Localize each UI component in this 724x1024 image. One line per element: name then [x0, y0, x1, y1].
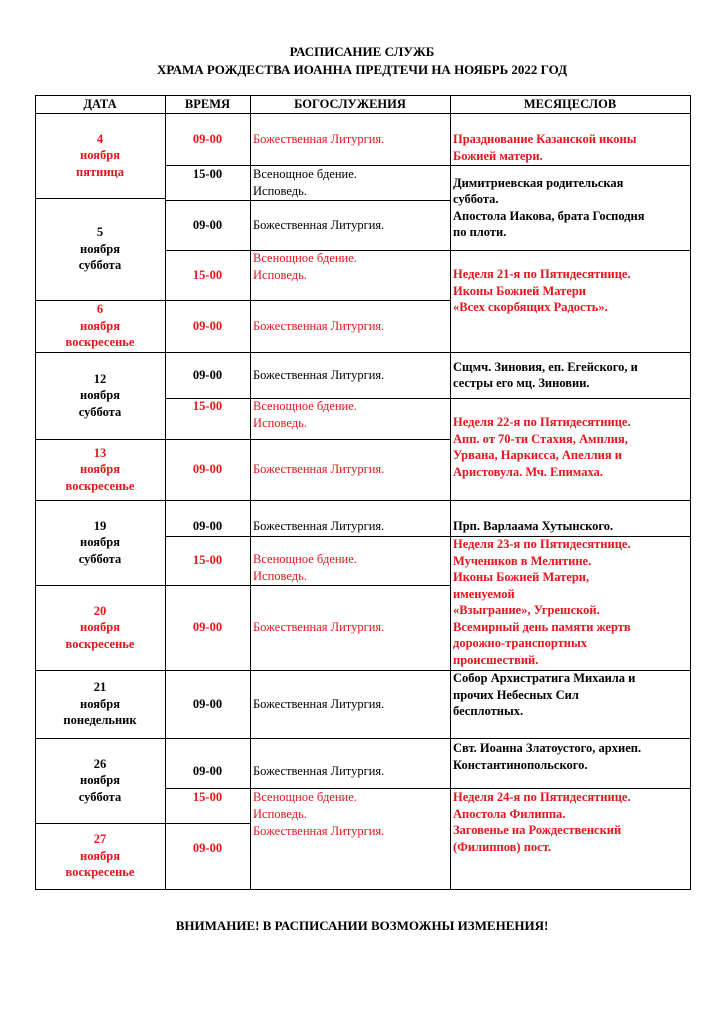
calendar-cell: [450, 352, 690, 398]
date-cell: [35, 352, 165, 439]
date-weekday: воскресенье: [65, 636, 135, 651]
calendar-cell: [450, 113, 690, 165]
service-text: Божественная Литургия.: [253, 620, 385, 635]
column-divider: [165, 95, 166, 889]
date-cell: [35, 670, 165, 738]
calendar-line: «Взыграние», Угрешской.: [453, 603, 600, 617]
column-header-service: БОГОСЛУЖЕНИЯ: [294, 96, 406, 111]
calendar-cell: [450, 536, 690, 670]
row-divider: [450, 788, 690, 789]
row-divider: [35, 670, 165, 671]
time-cell: 15-00: [192, 399, 223, 413]
service-text: Божественная Литургия.: [253, 318, 385, 333]
date-weekday: суббота: [78, 258, 122, 273]
row-divider: [165, 439, 450, 440]
calendar-line: Божией матери.: [453, 148, 543, 163]
calendar-line: Мучеников в Мелитине.: [453, 553, 592, 568]
calendar-line: прочих Небесных Сил: [453, 687, 579, 702]
service-text: Божественная Литургия.: [253, 518, 385, 533]
time-cell: 09-00: [192, 217, 223, 232]
calendar-line: Всемирный день памяти жертв: [453, 619, 631, 634]
service-text: Всенощное бдение.: [253, 552, 357, 566]
date-day: 5: [96, 225, 104, 240]
row-divider: [450, 398, 690, 399]
calendar-line: Апп. от 70-ти Стахия, Амплия,: [453, 431, 628, 446]
time-cell: 09-00: [192, 620, 223, 635]
service-cell: [250, 200, 450, 250]
calendar-cell: [450, 250, 690, 352]
service-cell: [250, 823, 450, 889]
row-divider: [450, 536, 690, 537]
calendar-line: именуемой: [453, 586, 515, 601]
calendar-line: сестры его мц. Зиновии.: [453, 376, 590, 390]
row-divider: [165, 788, 450, 789]
row-divider: [165, 300, 450, 301]
calendar-cell: [450, 398, 690, 500]
service-text: Божественная Литургия.: [253, 217, 385, 232]
date-cell: [35, 439, 165, 500]
service-cell: [250, 398, 450, 439]
row-divider: [165, 823, 250, 824]
date-month: ноября: [80, 620, 120, 635]
date-day: 13: [93, 445, 107, 460]
service-cell: [250, 738, 450, 788]
time-cell: 09-00: [192, 841, 223, 855]
date-day: 12: [93, 371, 107, 386]
service-cell: [250, 439, 450, 500]
time-cell: 09-00: [192, 518, 223, 533]
page-title: РАСПИСАНИЕ СЛУЖБ: [289, 44, 435, 59]
service-cell: [250, 670, 450, 738]
date-day: 21: [93, 680, 107, 695]
row-divider: [165, 536, 450, 537]
time-cell: 09-00: [192, 318, 223, 333]
date-month: ноября: [80, 462, 120, 477]
service-cell: [250, 500, 450, 536]
calendar-line: происшествий.: [453, 652, 539, 667]
column-header-calendar: МЕСЯЦЕСЛОВ: [523, 96, 617, 111]
table-border: [35, 95, 36, 889]
calendar-line: суббота.: [453, 192, 499, 206]
service-text: Божественная Литургия.: [253, 763, 385, 778]
date-day: 26: [93, 756, 107, 771]
date-day: 20: [93, 603, 107, 618]
calendar-line: Иконы Божией Матери,: [453, 570, 590, 584]
service-cell: [250, 250, 450, 300]
service-text: Исповедь.: [253, 267, 307, 282]
calendar-line: (Филиппов) пост.: [453, 839, 552, 854]
date-weekday: воскресенье: [65, 478, 135, 493]
time-cell: 09-00: [192, 132, 223, 146]
calendar-cell: [450, 500, 690, 536]
service-text: Исповедь.: [253, 415, 307, 430]
footer-notice: ВНИМАНИЕ! В РАСПИСАНИИ ВОЗМОЖНЫ ИЗМЕНЕНИЯ!: [175, 918, 549, 933]
calendar-line: Апостола Иакова, брата Господня: [453, 208, 645, 223]
time-cell: 15-00: [192, 267, 223, 282]
date-day: 6: [96, 302, 104, 317]
table-border: [35, 95, 691, 96]
time-cell: 15-00: [192, 553, 223, 568]
date-day: 27: [93, 832, 107, 847]
service-text: Исповедь.: [253, 183, 307, 198]
calendar-line: Константинопольского.: [453, 757, 588, 772]
service-text: Божественная Литургия.: [253, 696, 385, 711]
row-divider: [35, 738, 165, 739]
date-weekday: пятница: [76, 164, 124, 179]
calendar-line: бесплотных.: [453, 704, 524, 718]
calendar-line: Неделя 24-я по Пятидесятнице.: [453, 790, 631, 804]
date-month: ноября: [80, 148, 120, 163]
column-header-date: ДАТА: [83, 96, 117, 111]
date-cell: [35, 300, 165, 352]
date-cell: [35, 585, 165, 670]
calendar-line: Прп. Варлаама Хутынского.: [453, 518, 614, 533]
column-divider: [250, 95, 251, 889]
calendar-cell: [450, 738, 690, 788]
date-weekday: воскресенье: [65, 865, 135, 880]
calendar-line: Неделя 23-я по Пятидесятнице.: [453, 537, 631, 551]
row-divider: [35, 823, 165, 824]
date-cell: [35, 113, 165, 198]
row-divider: [35, 352, 165, 353]
calendar-cell: [450, 788, 690, 889]
date-cell: [35, 823, 165, 889]
time-cell: 09-00: [192, 462, 223, 477]
date-cell: [35, 738, 165, 823]
service-text: Исповедь.: [253, 806, 307, 821]
row-divider: [35, 585, 165, 586]
calendar-line: Иконы Божией Матери: [453, 283, 587, 298]
row-divider: [450, 352, 690, 353]
service-text: Божественная Литургия.: [253, 824, 385, 838]
row-divider: [450, 165, 690, 166]
service-text: Всенощное бдение.: [253, 790, 357, 804]
row-divider: [450, 500, 690, 501]
time-cell: 09-00: [192, 696, 223, 711]
calendar-line: Димитриевская родительская: [453, 175, 624, 190]
service-text: Божественная Литургия.: [253, 367, 385, 382]
calendar-line: Аристовула. Мч. Епимаха.: [453, 464, 603, 479]
row-divider: [165, 500, 450, 501]
calendar-line: Заговенье на Рождественский: [453, 823, 622, 837]
service-text: Всенощное бдение.: [253, 399, 357, 413]
date-weekday: понедельник: [63, 713, 137, 728]
date-month: ноября: [80, 773, 120, 788]
row-divider: [165, 398, 450, 399]
service-cell: [250, 113, 450, 165]
time-cell: 15-00: [192, 167, 223, 181]
row-divider: [165, 165, 450, 166]
row-divider: [35, 439, 165, 440]
row-divider: [165, 738, 450, 739]
table-border: [35, 889, 691, 890]
calendar-line: Неделя 22-я по Пятидесятнице.: [453, 415, 631, 429]
row-divider: [165, 250, 450, 251]
service-cell: [250, 165, 450, 200]
date-weekday: воскресенье: [65, 335, 135, 350]
calendar-line: Апостола Филиппа.: [453, 806, 566, 821]
date-weekday: суббота: [78, 551, 122, 566]
date-weekday: суббота: [78, 789, 122, 804]
row-divider: [165, 200, 450, 201]
calendar-cell: [450, 670, 690, 738]
calendar-line: Празднование Казанской иконы: [453, 132, 637, 146]
column-divider: [450, 95, 451, 889]
row-divider: [35, 113, 691, 114]
row-divider: [450, 670, 690, 671]
date-month: ноября: [80, 318, 120, 333]
date-month: ноября: [80, 241, 120, 256]
calendar-line: Урвана, Наркисса, Апеллия и: [453, 448, 622, 462]
row-divider: [35, 198, 165, 199]
calendar-line: Неделя 21-я по Пятидесятнице.: [453, 267, 631, 281]
calendar-line: Сщмч. Зиновия, еп. Егейского, и: [453, 359, 638, 374]
calendar-line: по плоти.: [453, 225, 507, 239]
page-subtitle: ХРАМА РОЖДЕСТВА ИОАННА ПРЕДТЕЧИ НА НОЯБРЬ 2022 ГОД: [156, 62, 568, 77]
date-cell: [35, 500, 165, 585]
date-month: ноября: [80, 388, 120, 403]
calendar-cell: [450, 165, 690, 250]
date-day: 19: [93, 518, 107, 533]
service-cell: [250, 300, 450, 352]
calendar-line: Собор Архистратига Михаила и: [453, 671, 636, 685]
row-divider: [165, 670, 450, 671]
row-divider: [450, 738, 690, 739]
service-cell: [250, 788, 450, 823]
service-text: Божественная Литургия.: [253, 132, 385, 146]
service-cell: [250, 352, 450, 398]
calendar-line: «Всех скорбящих Радость».: [453, 300, 608, 314]
service-cell: [250, 585, 450, 670]
service-text: Всенощное бдение.: [253, 251, 357, 265]
time-cell: 09-00: [192, 367, 223, 382]
table-border: [690, 95, 691, 890]
date-day: 4: [96, 131, 104, 146]
date-month: ноября: [80, 535, 120, 550]
time-cell: 15-00: [192, 790, 223, 804]
row-divider: [165, 352, 450, 353]
date-month: ноября: [80, 696, 120, 711]
row-divider: [35, 300, 165, 301]
date-cell: [35, 198, 165, 300]
date-weekday: суббота: [78, 404, 122, 419]
date-month: ноября: [80, 848, 120, 863]
row-divider: [450, 250, 690, 251]
row-divider: [35, 500, 165, 501]
service-text: Всенощное бдение.: [253, 167, 357, 181]
calendar-line: Свт. Иоанна Златоустого, архиеп.: [453, 741, 642, 755]
calendar-line: дорожно-транспортных: [453, 636, 587, 650]
time-cell: 09-00: [192, 763, 223, 778]
row-divider: [165, 585, 450, 586]
service-cell: [250, 536, 450, 585]
column-header-time: ВРЕМЯ: [184, 96, 231, 111]
service-text: Исповедь.: [253, 568, 307, 583]
service-text: Божественная Литургия.: [253, 462, 385, 477]
